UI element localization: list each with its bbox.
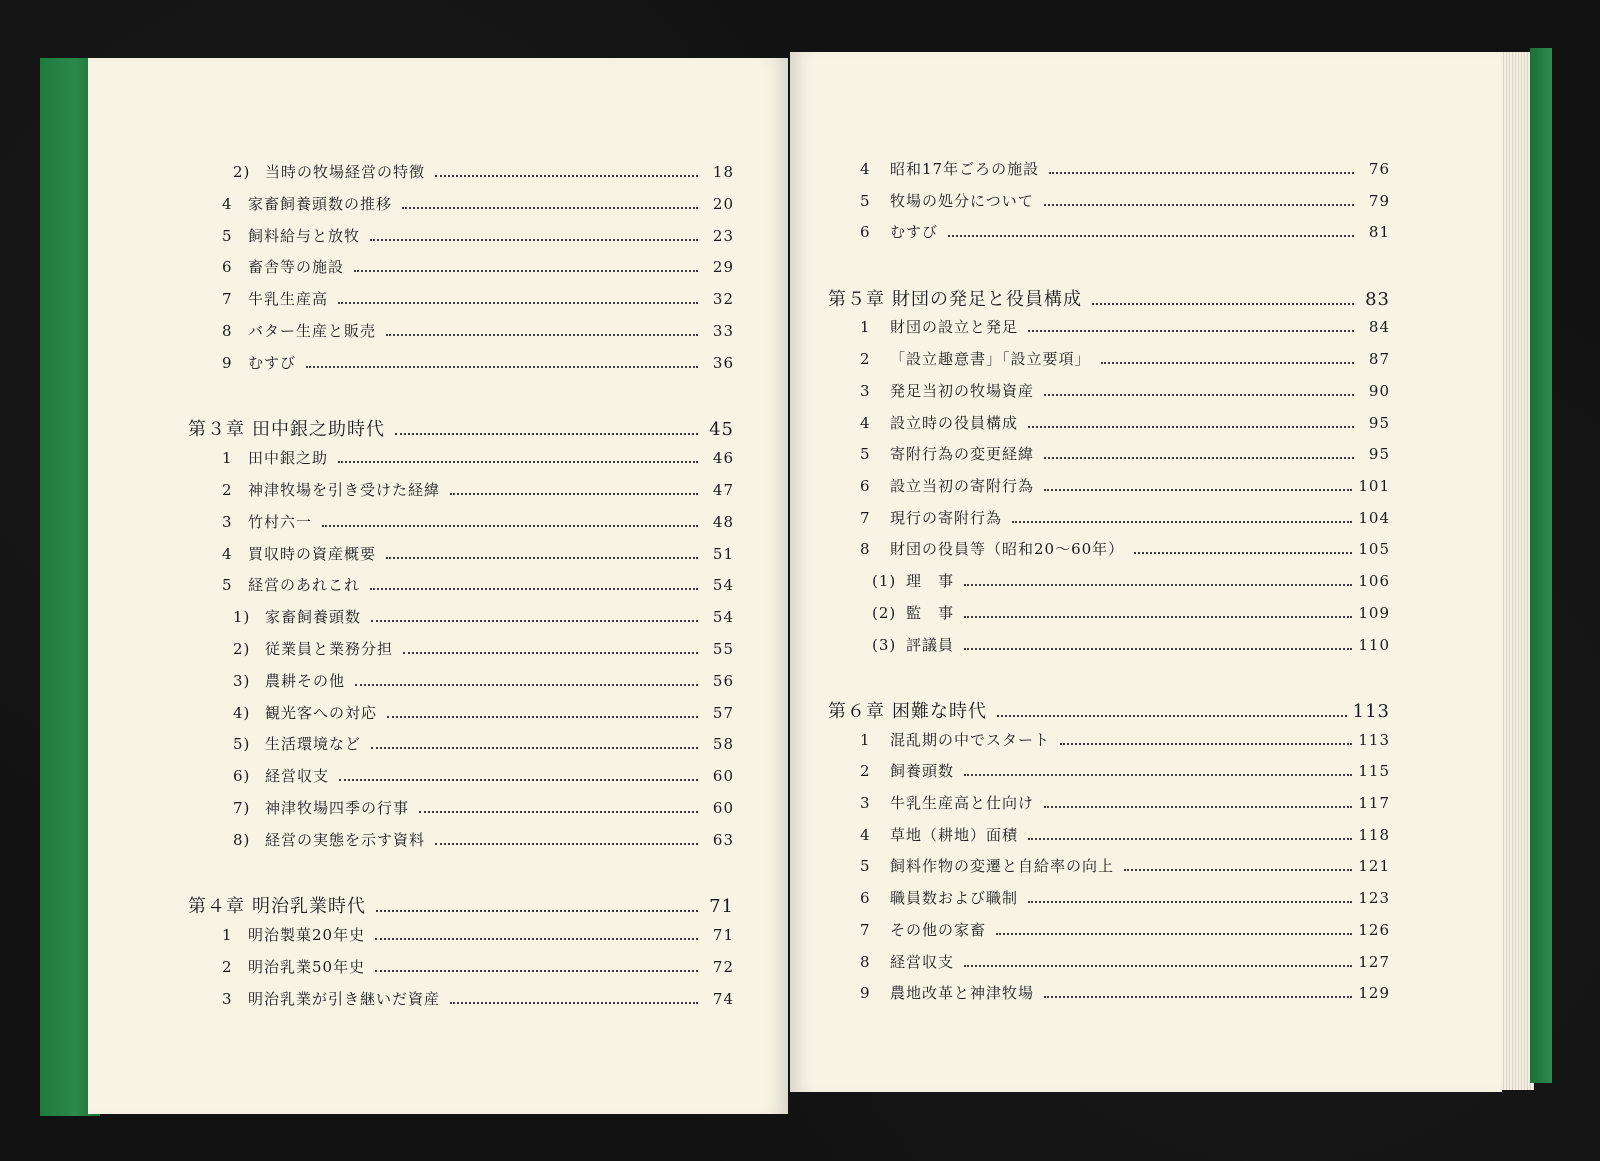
toc-entry (860, 158, 1390, 179)
toc-entry (860, 348, 1390, 369)
entry-page-number: 55 (712, 640, 734, 658)
dot-leader (1092, 302, 1354, 305)
green-cover-right (1530, 48, 1552, 1083)
dot-leader (964, 583, 1352, 586)
entry-number: 第４章 (188, 896, 245, 917)
entry-page-number: 95 (1368, 414, 1390, 432)
dot-leader (386, 556, 698, 559)
entry-number: 4 (860, 160, 871, 178)
entry-page-number: 29 (712, 258, 734, 276)
dot-leader (1028, 900, 1352, 903)
toc-right (790, 52, 1502, 1092)
dot-leader (1028, 329, 1354, 332)
entry-page-number: 63 (712, 831, 734, 849)
entry-page-number: 23 (712, 227, 734, 245)
entry-page-number: 18 (712, 163, 734, 181)
entry-page-number: 101 (1358, 477, 1390, 495)
toc-entry (860, 792, 1390, 813)
toc-entry (860, 538, 1390, 559)
entry-title: 竹村六一 (248, 513, 313, 531)
entry-number: 8 (860, 540, 871, 558)
entry-number: 2 (860, 762, 871, 780)
dot-leader (370, 587, 698, 590)
entry-number: (1) (872, 572, 897, 590)
dot-leader (339, 778, 698, 781)
toc-entry (222, 447, 734, 468)
toc-entry (222, 924, 734, 945)
entry-page-number: 56 (712, 672, 734, 690)
dot-leader (402, 206, 698, 209)
entry-page-number: 33 (712, 322, 734, 340)
entry-page-number: 129 (1358, 984, 1390, 1002)
dot-leader (395, 432, 698, 435)
entry-number: 第３章 (188, 419, 245, 440)
entry-page-number: 45 (709, 419, 734, 440)
dot-leader (386, 333, 698, 336)
toc-entry (233, 606, 734, 627)
entry-title: 明治乳業50年史 (248, 958, 366, 976)
entry-page-number: 126 (1358, 921, 1390, 939)
toc-entry (860, 919, 1390, 940)
entry-title: 家畜飼養頭数 (265, 608, 362, 626)
entry-page-number: 58 (712, 735, 734, 753)
entry-number: 4 (222, 195, 233, 213)
entry-number: (3) (872, 636, 897, 654)
toc-entry (860, 316, 1390, 337)
entry-title: 経営収支 (265, 767, 330, 785)
entry-page-number: 113 (1358, 731, 1390, 749)
toc-entry (872, 634, 1390, 655)
dot-leader (403, 651, 698, 654)
entry-page-number: 106 (1358, 572, 1390, 590)
dot-leader (1044, 488, 1352, 491)
toc-entry (860, 760, 1390, 781)
toc-entry (222, 320, 734, 341)
dot-leader (964, 615, 1352, 618)
dot-leader (435, 174, 698, 177)
entry-title: 明治乳業が引き継いだ資産 (248, 990, 441, 1008)
entry-title: 「設立趣意書」「設立要項」 (890, 350, 1091, 368)
entry-page-number: 60 (712, 767, 734, 785)
entry-title: 職員数および職制 (890, 889, 1019, 907)
toc-entry (233, 765, 734, 786)
dot-leader (450, 1001, 698, 1004)
entry-page-number: 57 (712, 704, 734, 722)
entry-number: 6) (233, 767, 251, 785)
entry-number: 1 (222, 449, 233, 467)
toc-entry (188, 892, 734, 918)
dot-leader (371, 619, 698, 622)
dot-leader (1044, 805, 1352, 808)
toc-entry (233, 829, 734, 850)
entry-number: 7 (860, 509, 871, 527)
entry-number: 第６章 (828, 701, 885, 722)
entry-number: 5 (860, 192, 871, 210)
entry-title: 現行の寄附行為 (890, 509, 1003, 527)
entry-title: むすび (890, 223, 939, 241)
entry-page-number: 60 (712, 799, 734, 817)
entry-title: 牛乳生産高 (248, 290, 329, 308)
entry-number: 6 (860, 889, 871, 907)
entry-page-number: 105 (1358, 540, 1390, 558)
toc-entry (872, 602, 1390, 623)
dot-leader (419, 810, 698, 813)
entry-title: 飼料給与と放牧 (248, 227, 361, 245)
entry-number: 2 (222, 958, 233, 976)
toc-entry (860, 380, 1390, 401)
entry-page-number: 123 (1358, 889, 1390, 907)
entry-number: 3 (222, 990, 233, 1008)
entry-number: 6 (222, 258, 233, 276)
entry-number: 8) (233, 831, 251, 849)
entry-page-number: 71 (709, 896, 734, 917)
entry-number: 7 (860, 921, 871, 939)
entry-number: 5 (222, 227, 233, 245)
toc-entry (222, 988, 734, 1009)
entry-number: 3) (233, 672, 251, 690)
toc-entry (860, 887, 1390, 908)
dot-leader (948, 234, 1354, 237)
entry-number: 8 (222, 322, 233, 340)
dot-leader (371, 746, 698, 749)
entry-number: 第５章 (828, 289, 885, 310)
entry-title: 困難な時代 (892, 701, 987, 722)
dot-leader (1044, 456, 1354, 459)
toc-entry (233, 797, 734, 818)
toc-entry (872, 570, 1390, 591)
entry-title: 経営の実態を示す資料 (265, 831, 426, 849)
entry-page-number: 74 (712, 990, 734, 1008)
entry-title: バター生産と販売 (248, 322, 377, 340)
entry-number: 5 (860, 857, 871, 875)
entry-title: 財団の設立と発足 (890, 318, 1019, 336)
toc-entry (222, 225, 734, 246)
toc-entry (233, 733, 734, 754)
toc-entry (828, 697, 1390, 723)
toc-entry (860, 190, 1390, 211)
toc-entry (860, 951, 1390, 972)
entry-title: 設立時の役員構成 (890, 414, 1019, 432)
entry-title: 家畜飼養頭数の推移 (248, 195, 393, 213)
entry-title: 明治製菓20年史 (248, 926, 366, 944)
dot-leader (1044, 995, 1352, 998)
entry-title: 混乱期の中でスタート (890, 731, 1051, 749)
toc-entry (233, 638, 734, 659)
toc-entry (222, 956, 734, 977)
entry-page-number: 32 (712, 290, 734, 308)
entry-title: 田中銀之助 (248, 449, 329, 467)
dot-leader (1060, 742, 1352, 745)
entry-title: 当時の牧場経営の特徴 (265, 163, 426, 181)
entry-title: 設立当初の寄附行為 (890, 477, 1035, 495)
dot-leader (1101, 361, 1354, 364)
entry-number: 4 (860, 826, 871, 844)
entry-title: 牧場の処分について (890, 192, 1034, 210)
toc-entry (233, 702, 734, 723)
entry-page-number: 127 (1358, 953, 1390, 971)
dot-leader (997, 714, 1347, 717)
entry-page-number: 117 (1358, 794, 1390, 812)
dot-leader (1134, 551, 1352, 554)
entry-title: 監 事 (906, 604, 955, 622)
page-stack-edge (1500, 52, 1534, 1090)
dot-leader (1028, 837, 1352, 840)
entry-title: むすび (248, 354, 297, 372)
entry-title: 昭和17年ごろの施設 (890, 160, 1040, 178)
entry-number: 6 (860, 223, 871, 241)
entry-number: 7) (233, 799, 251, 817)
toc-entry (222, 511, 734, 532)
dot-leader (964, 647, 1352, 650)
toc-entry (233, 670, 734, 691)
toc-entry (222, 479, 734, 500)
dot-leader (1044, 203, 1354, 206)
entry-page-number: 76 (1368, 160, 1390, 178)
entry-page-number: 71 (712, 926, 734, 944)
dot-leader (435, 842, 698, 845)
dot-leader (450, 492, 698, 495)
toc-left (88, 58, 788, 1114)
dot-leader (370, 238, 698, 241)
entry-title: 発足当初の牧場資産 (890, 382, 1035, 400)
entry-title: 明治乳業時代 (252, 896, 366, 917)
entry-page-number: 95 (1368, 445, 1390, 463)
entry-page-number: 118 (1358, 826, 1390, 844)
left-page (88, 58, 788, 1114)
entry-number: 9 (222, 354, 233, 372)
entry-page-number: 109 (1358, 604, 1390, 622)
entry-page-number: 110 (1358, 636, 1390, 654)
entry-number: 5 (860, 445, 871, 463)
entry-title: 神津牧場を引き受けた経緯 (248, 481, 441, 499)
entry-number: (2) (872, 604, 897, 622)
entry-number: 1 (222, 926, 233, 944)
dot-leader (354, 269, 698, 272)
toc-entry (222, 352, 734, 373)
entry-title: 畜舎等の施設 (248, 258, 345, 276)
dot-leader (338, 460, 698, 463)
entry-number: 5 (222, 576, 233, 594)
entry-page-number: 121 (1358, 857, 1390, 875)
dot-leader (964, 964, 1352, 967)
entry-page-number: 87 (1368, 350, 1390, 368)
entry-number: 1 (860, 318, 871, 336)
entry-page-number: 84 (1368, 318, 1390, 336)
dot-leader (964, 773, 1352, 776)
dot-leader (1049, 171, 1354, 174)
entry-title: 理 事 (906, 572, 955, 590)
entry-title: その他の家畜 (890, 921, 987, 939)
right-page (790, 52, 1502, 1092)
entry-title: 牛乳生産高と仕向け (890, 794, 1035, 812)
entry-page-number: 81 (1368, 223, 1390, 241)
toc-entry (222, 193, 734, 214)
dot-leader (387, 715, 698, 718)
entry-number: 1) (233, 608, 251, 626)
dot-leader (306, 365, 698, 368)
toc-entry (860, 824, 1390, 845)
entry-page-number: 72 (712, 958, 734, 976)
toc-entry (860, 507, 1390, 528)
toc-entry (860, 855, 1390, 876)
entry-title: 従業員と業務分担 (265, 640, 394, 658)
toc-entry (222, 288, 734, 309)
entry-page-number: 54 (712, 608, 734, 626)
entry-number: 7 (222, 290, 233, 308)
entry-title: 買収時の資産概要 (248, 545, 377, 563)
toc-entry (233, 161, 734, 182)
toc-entry (860, 982, 1390, 1003)
dot-leader (375, 937, 698, 940)
toc-entry (188, 415, 734, 441)
entry-number: 3 (222, 513, 233, 531)
entry-title: 田中銀之助時代 (252, 419, 385, 440)
entry-title: 寄附行為の変更経緯 (890, 445, 1035, 463)
entry-title: 評議員 (906, 636, 955, 654)
entry-number: 2) (233, 163, 251, 181)
entry-number: 1 (860, 731, 871, 749)
entry-page-number: 47 (712, 481, 734, 499)
entry-number: 2 (860, 350, 871, 368)
entry-page-number: 36 (712, 354, 734, 372)
toc-entry (860, 443, 1390, 464)
entry-number: 4 (860, 414, 871, 432)
toc-entry (860, 221, 1390, 242)
entry-page-number: 115 (1358, 762, 1390, 780)
dot-leader (376, 909, 698, 912)
toc-entry (222, 574, 734, 595)
entry-number: 5) (233, 735, 251, 753)
toc-entry (860, 475, 1390, 496)
entry-page-number: 83 (1365, 289, 1390, 310)
entry-number: 2) (233, 640, 251, 658)
entry-number: 4 (222, 545, 233, 563)
entry-page-number: 46 (712, 449, 734, 467)
entry-page-number: 104 (1358, 509, 1390, 527)
entry-title: 生活環境など (265, 735, 362, 753)
entry-title: 経営のあれこれ (248, 576, 361, 594)
entry-number: 2 (222, 481, 233, 499)
entry-title: 財団の発足と役員構成 (892, 289, 1082, 310)
dot-leader (322, 524, 698, 527)
dot-leader (375, 969, 698, 972)
dot-leader (996, 932, 1352, 935)
entry-number: 3 (860, 382, 871, 400)
entry-number: 8 (860, 953, 871, 971)
entry-page-number: 90 (1368, 382, 1390, 400)
entry-title: 神津牧場四季の行事 (265, 799, 410, 817)
entry-title: 飼養頭数 (890, 762, 955, 780)
dot-leader (1124, 868, 1352, 871)
entry-number: 6 (860, 477, 871, 495)
entry-title: 農地改革と神津牧場 (890, 984, 1035, 1002)
entry-page-number: 113 (1352, 701, 1390, 722)
entry-page-number: 20 (712, 195, 734, 213)
entry-title: 経営収支 (890, 953, 955, 971)
dot-leader (338, 301, 698, 304)
entry-number: 9 (860, 984, 871, 1002)
toc-entry (860, 729, 1390, 750)
toc-entry (828, 285, 1390, 311)
entry-title: 飼料作物の変遷と自給率の向上 (890, 857, 1115, 875)
toc-entry (860, 412, 1390, 433)
entry-page-number: 79 (1368, 192, 1390, 210)
dot-leader (355, 683, 698, 686)
entry-page-number: 54 (712, 576, 734, 594)
entry-title: 財団の役員等（昭和20～60年） (890, 540, 1125, 558)
entry-title: 草地（耕地）面積 (890, 826, 1019, 844)
dot-leader (1012, 520, 1352, 523)
entry-page-number: 51 (712, 545, 734, 563)
dot-leader (1028, 425, 1354, 428)
entry-number: 3 (860, 794, 871, 812)
toc-entry (222, 256, 734, 277)
toc-entry (222, 543, 734, 564)
dot-leader (1044, 393, 1354, 396)
entry-number: 4) (233, 704, 251, 722)
entry-title: 農耕その他 (265, 672, 346, 690)
entry-title: 観光客への対応 (265, 704, 378, 722)
entry-page-number: 48 (712, 513, 734, 531)
